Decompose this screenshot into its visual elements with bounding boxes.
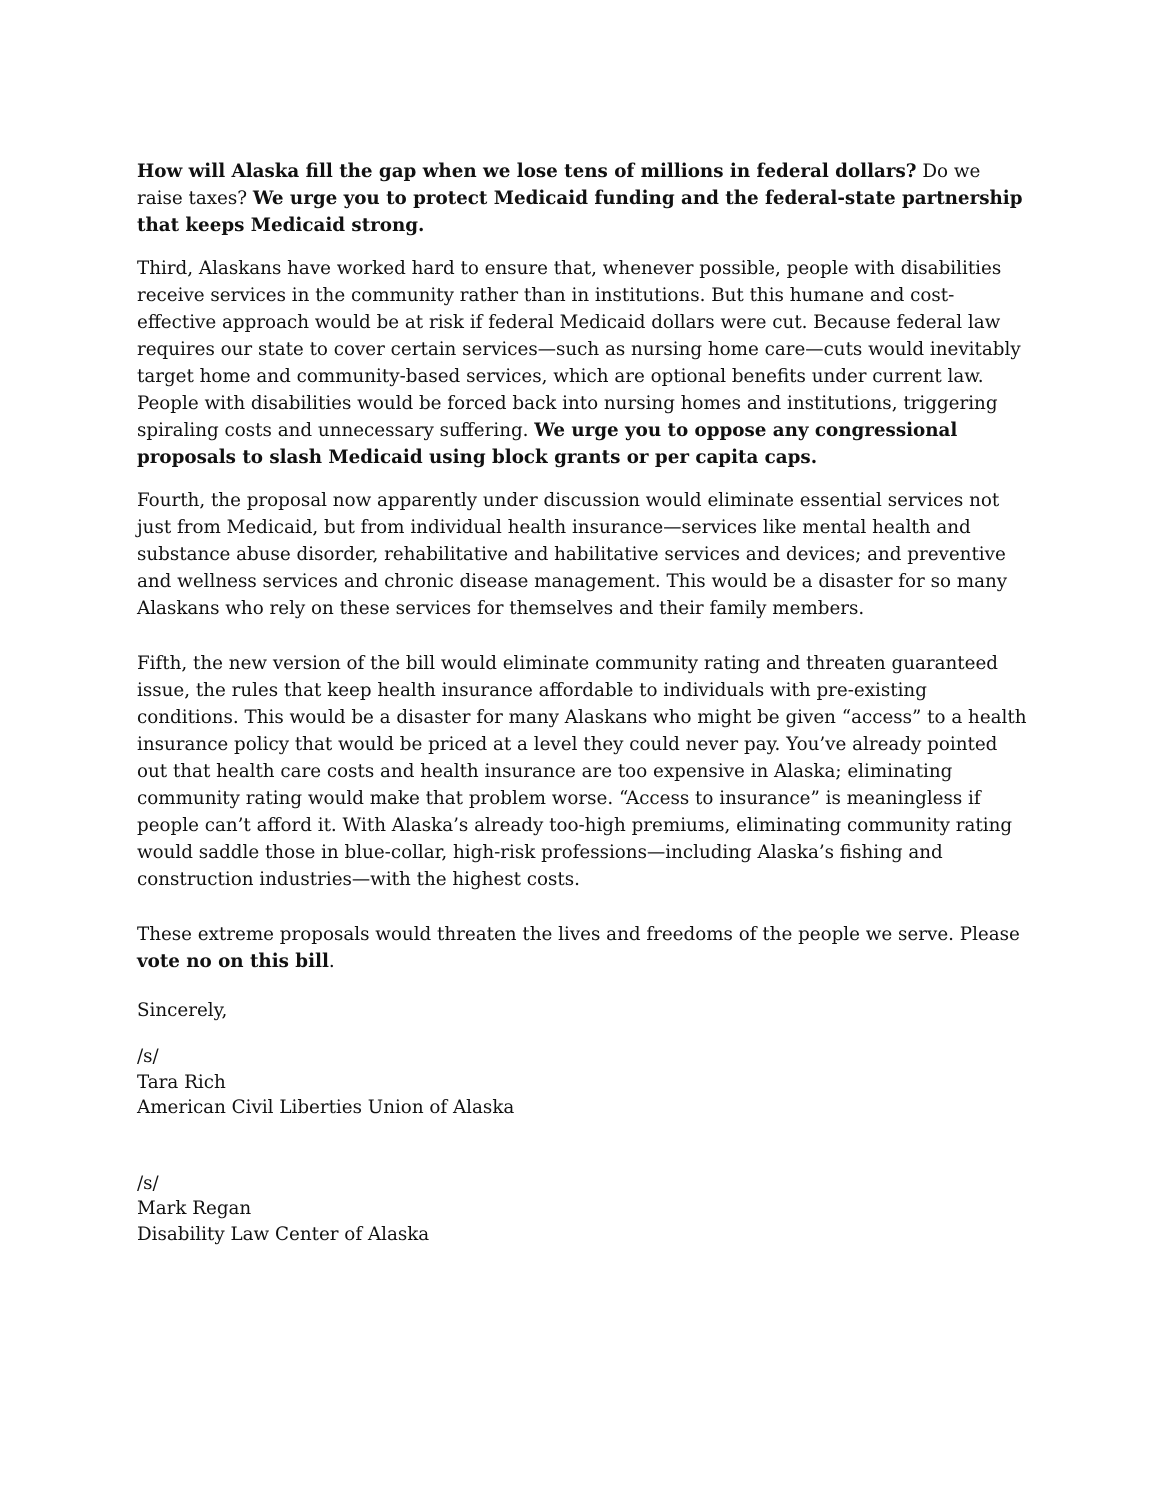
plain-text: . — [328, 951, 335, 972]
signer-organization: Disability Law Center of Alaska — [137, 1223, 430, 1245]
signer-organization: American Civil Liberties Union of Alaska — [137, 1097, 515, 1118]
bold-vote-no: vote no on this bill — [137, 951, 329, 972]
signer-name: Mark Regan — [137, 1198, 252, 1219]
signer-name: Tara Rich — [137, 1071, 226, 1093]
paragraph-federal-gap — [137, 158, 1030, 239]
plain-text: These extreme proposals would threaten the lives and freedoms of the people we serve. Please — [137, 924, 1020, 945]
signature-tara-rich — [137, 1044, 1030, 1121]
paragraph-fourth: Fourth, the proposal now apparently under discussion would eliminate essential services not just from Medicaid, but from individual health insurance—services like mental health and substance abuse disorder, rehabilitative and habilitative services and devices; and preventive and wellness services and chronic disease management. This would be a disaster for so many Alaskans who rely on these services for themselves and their family members. — [137, 490, 1008, 619]
signature-mark: /s/ — [137, 1172, 159, 1194]
paragraph-third — [137, 255, 1030, 471]
bold-urge-protect: We urge you to protect Medicaid funding and the federal-state partnership that keeps Medicaid strong. — [137, 188, 1023, 236]
bold-urge-oppose: We urge you to oppose any congressional proposals to slash Medicaid using block grants or per capita caps. — [137, 420, 958, 468]
signature-mark-regan — [137, 1171, 1030, 1248]
signature-block — [137, 1044, 1030, 1247]
signature-mark: /s/ — [137, 1046, 159, 1067]
closing-salutation: Sincerely, — [137, 1000, 228, 1021]
paragraph-fifth: Fifth, the new version of the bill would eliminate community rating and threaten guaranteed issue, the rules that keep health insurance affordable to individuals with pre-existing conditions. This would be a disaster for many Alaskans who might be given “access” to a health insurance policy that would be priced at a level they could never pay. You’ve already pointed out that health care costs and health insurance are too expensive in Alaska; eliminating community rating would make that problem worse. “Access to insurance” is meaningless if people can’t afford it. With Alaska’s already too-high premiums, eliminating community rating would saddle those in blue-collar, high-risk professions—including Alaska’s fishing and construction industries—with the highest costs. — [137, 653, 1027, 890]
paragraph-conclusion — [137, 921, 1030, 975]
plain-text: Do we raise taxes? — [137, 161, 981, 209]
bold-question: How will Alaska fill the gap when we lose tens of millions in federal dollars? — [137, 161, 917, 182]
plain-text: Third, Alaskans have worked hard to ensure that, whenever possible, people with disabilities receive services in the community rather than in institutions. But this humane and cost-effective approach would be at risk if federal Medicaid dollars were cut. Because federal law requires our state to cover certain services—such as nursing home care—cuts would inevitably target home and community-based services, which are optional benefits under current law. People with disabilities would be forced back into nursing homes and institutions, triggering spiraling costs and unnecessary suffering. — [137, 258, 1021, 441]
